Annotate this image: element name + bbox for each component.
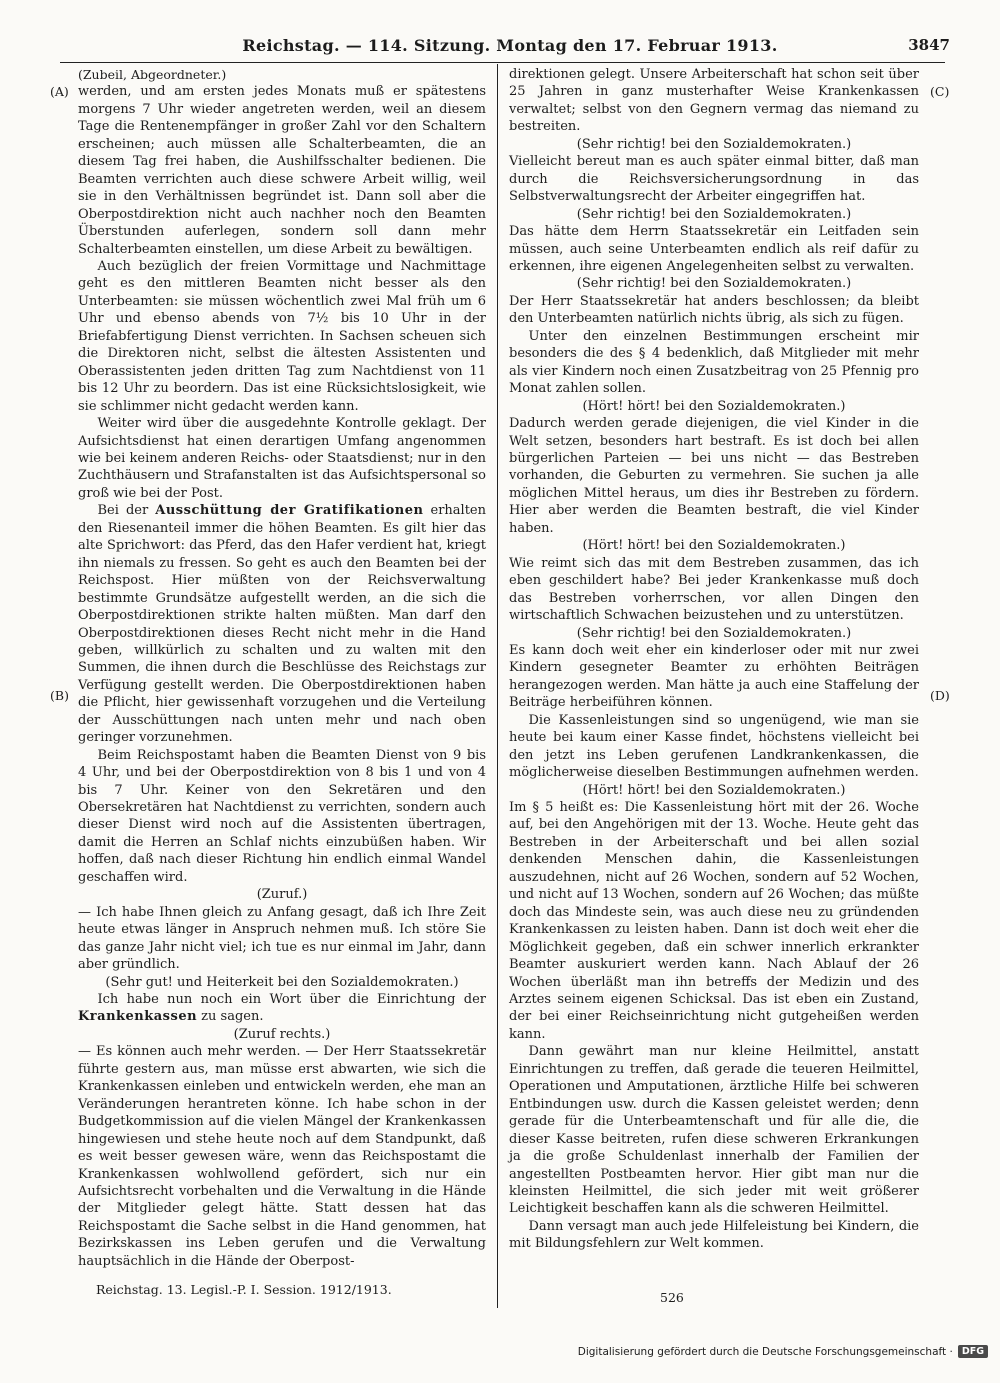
paragraph [78, 502, 486, 746]
sheet-number: 526 [660, 1290, 684, 1305]
paragraph: Dann versagt man auch jede Hilfeleistung bei Kindern, die mit Bildungsfehlern zur Welt kommen. [509, 1218, 919, 1252]
paragraph: direktionen gelegt. Unsere Arbeiterschaft hat schon seit über 25 Jahren in ganz musterhafter Weise Krankenkassen verwaltet; selbst von den Gegnern vermag das niemand zu bestreiten. [509, 67, 919, 135]
paragraph: Im § 5 heißt es: Die Kassenleistung hört mit der 26. Woche auf, bei den Angehörigen mit der 13. Woche. Heute geht das Bestreben in der Arbeiterschaft und bei allen sozial denkenden Menschen dahin, die Kassenleistungen auszudehnen, nicht auf 26 Wochen, sondern auf 52 Wochen, und nicht auf 13 Wochen, sondern auf 26 Wochen; das müßte doch das Mindeste sein, was auch diese neu zu gründenden Krankenkassen zu leisten haben. Dann ist doch weit eher die Möglichkeit gegeben, daß ein schwer innerlich erkrankter Beamter auskuriert werden kann. Nach Ablauf der 26 Wochen überläßt man ihn betreffs der Medizin und des Arztes seinem eigenen Schicksal. Das ist eben ein Zustand, der bei einer Reichseinrichtung nicht gutgeheißen werden kann. [509, 800, 919, 1042]
speaker-label: (Zubeil, Abgeordneter.) [78, 67, 227, 82]
margin-mark-d: (D) [930, 688, 950, 703]
paragraph: Vielleicht bereut man es auch später einmal bitter, daß man durch die Reichsversicherungsordnung in das Selbstverwaltungsrecht der Arbeiter eingegriffen hat. [509, 154, 919, 205]
paragraph: Auch bezüglich der freien Vormittage und Nachmittage geht es den mittleren Beamten nicht besser als den Unterbeamten: sie müssen wöchentlich zwei Mal früh um 6 Uhr und ebenso abends von 7½ bis 10 Uhr in der Briefabfertigung Dienst verrichten. In Sachsen scheuen sich die Direktoren nicht, selbst die ältesten Assistenten und Oberassistenten jeden dritten Tag zum Nachtdienst von 11 bis 12 Uhr zu beordern. Das ist eine Rücksichtslosigkeit, wie sie schlimmer nicht gedacht werden kann. [78, 258, 486, 414]
right-column [509, 66, 919, 1253]
margin-mark-c: (C) [930, 84, 950, 99]
margin-mark-a: (A) [50, 84, 69, 99]
paragraph: Dadurch werden gerade diejenigen, die viel Kinder in die Welt setzen, besonders hart bestraft. Es ist doch bei allen bürgerlichen Parteien — bei uns nicht — das Bestreben vorhanden, die Geburten zu vermehren. Sie suchen ja alle möglichen Mittel heraus, um dies ihr Bestreben zu fördern. Hier aber werden die Beamten bestraft, die viel Kinder haben. [509, 416, 919, 536]
paragraph: Wie reimt sich das mit dem Bestreben zusammen, das ich eben geschildert habe? Bei jeder Krankenkasse muß doch das Bestreben vorherrschen, vor allen Dingen den wirtschaftlich Schwachen beizustehen und zu unterstützen. [509, 555, 919, 624]
text-run: Ich habe nun noch ein Wort über die Einrichtung der [97, 992, 486, 1008]
column-divider [497, 64, 498, 1308]
dfg-credit-text: Digitalisierung gefördert durch die Deutsche Forschungsgemeinschaft · [577, 1345, 953, 1358]
margin-mark-b: (B) [50, 688, 69, 703]
interjection: (Zuruf.) [256, 887, 308, 903]
emphasis-heading: Krankenkassen [78, 1009, 198, 1025]
interjection: (Sehr richtig! bei den Sozialdemokraten.) [576, 136, 852, 152]
session-footer: Reichstag. 13. Legisl.-P. I. Session. 1912/1913. [96, 1282, 392, 1297]
emphasis-heading: Ausschüttung der Gratifikationen [155, 503, 424, 519]
page-header [60, 36, 960, 60]
text-run: Bei der [97, 503, 156, 519]
interjection: (Hört! hört! bei den Sozialdemokraten.) [582, 782, 846, 798]
paragraph: Beim Reichspostamt haben die Beamten Dienst von 9 bis 4 Uhr, und bei der Oberpostdirektion von 8 bis 1 und von 4 bis 7 Uhr. Keiner von den Sekretären und den Obersekretären hat Nachtdienst zu verrichten, sondern auch dieser Dienst wird noch auf die Assistenten übertragen, damit die Herren an Schlaf nichts einzubüßen haben. Wir hoffen, daß nach dieser Richtung hin endlich einmal Wandel geschaffen wird. [78, 747, 486, 885]
paragraph: Die Kassenleistungen sind so ungenügend, wie man sie heute bei kaum einer Kasse findet, höchstens vielleicht bei den jetzt ins Leben gerufenen Landkrankenkassen, die möglicherweise dieselben Bestimmungen aufnehmen werden. [509, 712, 919, 781]
dfg-logo: DFG [958, 1345, 988, 1358]
text-run: erhalten den Riesenanteil immer die höhen Beamten. Es gilt hier das alte Sprichwort: das Pferd, das den Hafer verdient hat, kriegt ihn niemals zu fressen. So geht es auch den Beamten bei der Reichspost. Hier müßten von der Reichsverwaltung bestimmte Grundsätze aufgestellt werden, an die sich die Oberpostdirektionen strikte halten müßten. Man darf den Oberpostdirektionen dieses Recht nicht mehr in die Hand geben, willkürlich zu schalten und zu walten mit den Summen, die ihnen durch die Beschlüsse des Reichstags zur Verfügung gestellt werden. Die Oberpostdirektionen haben die Pflicht, hier gewissenhaft vorzugehen und die Verteilung der Ausschüttungen nach unten mehr und nach oben geringer vorzunehmen. [78, 503, 486, 746]
interjection: (Sehr richtig! bei den Sozialdemokraten.) [576, 625, 852, 641]
running-title: Reichstag. — 114. Sitzung. Montag den 17. Februar 1913. [242, 36, 778, 55]
paragraph: werden, und am ersten jedes Monats muß er spätestens morgens 7 Uhr wieder angetreten werden, weil an diesem Tage die Rentenempfänger in großer Zahl vor den Schaltern erscheinen; auch müssen alle Schalterbeamten, die an diesem Tag frei haben, die Aushilfsschalter bedienen. Die Beamten verrichten auch diese schwere Arbeit willig, weil sie in den Verhältnissen begründet ist. Dann soll aber die Oberpostdirektion nicht auch nachher noch den Beamten Überstunden auferlegen, sondern soll dann mehr Schalterbeamten einstellen, um diese Arbeit zu bewältigen. [78, 84, 486, 257]
dfg-credit [578, 1345, 988, 1358]
paragraph: Weiter wird über die ausgedehnte Kontrolle geklagt. Der Aufsichtsdienst hat einen derartigen Umfang angenommen wie bei keinem anderen Reichs- oder Staatsdienst; nur in den Zuchthäusern und Strafanstalten ist das Aufsichtspersonal so groß wie bei der Post. [78, 416, 486, 501]
interjection: (Sehr gut! und Heiterkeit bei den Sozialdemokraten.) [105, 974, 459, 990]
interjection: (Sehr richtig! bei den Sozialdemokraten.) [576, 206, 852, 222]
interjection: (Zuruf rechts.) [233, 1026, 331, 1042]
paragraph [78, 991, 486, 1026]
paragraph: Der Herr Staatssekretär hat anders beschlossen; da bleibt den Unterbeamten natürlich nichts übrig, als sich zu fügen. [509, 293, 919, 327]
page-number: 3847 [908, 36, 950, 54]
paragraph: — Es können auch mehr werden. — Der Herr Staatssekretär führte gestern aus, man müsse erst abwarten, wie sich die Krankenkassen einleben und entwickeln werden, ehe man an Veränderungen herantreten könne. Ich habe schon in der Budgetkommission auf die vielen Mängel der Krankenkassen hingewiesen und stehe heute noch auf dem Standpunkt, daß es weit besser gewesen wäre, wenn das Reichspostamt die Krankenkassen wohlwollend gefördert, sich nur ein Aufsichtsrecht vorbehalten und die Verwaltung in die Hände der Mitglieder gelegt hätte. Statt dessen hat das Reichspostamt die Sache selbst in die Hand genommen, hat Bezirkskassen ins Leben gerufen und die Verwaltung hauptsächlich in die Hände der Oberpost- [78, 1044, 486, 1269]
header-rule [60, 62, 945, 63]
interjection: (Hört! hört! bei den Sozialdemokraten.) [582, 538, 846, 554]
paragraph: Dann gewährt man nur kleine Heilmittel, anstatt Einrichtungen zu treffen, daß gerade die teueren Heilmittel, Operationen und Amputationen, ärztliche Hilfe bei schweren Entbindungen usw. durch die Kassen geleistet werden; denn gerade für die Unterbeamtenschaft und für alle die, die dieser Kasse beitreten, rufen diese schweren Erkrankungen ja die große Schuldenlast innerhalb der Familien der angestellten Postbeamten hervor. Hier gibt man nur die kleinsten Heilmittel, die sich jeder mit weit größerer Leichtigkeit beschaffen kann als die schweren Heilmittel. [509, 1044, 919, 1217]
left-column [78, 66, 486, 1270]
paragraph: — Ich habe Ihnen gleich zu Anfang gesagt, daß ich Ihre Zeit heute etwas länger in Anspruch nehmen muß. Ich störe Sie das ganze Jahr nicht viel; ich tue es nur einmal im Jahr, dann aber gründlich. [78, 904, 486, 973]
interjection: (Sehr richtig! bei den Sozialdemokraten.) [576, 276, 852, 292]
interjection: (Hört! hört! bei den Sozialdemokraten.) [582, 398, 846, 414]
paragraph: Es kann doch weit eher ein kinderloser oder mit nur zwei Kindern gesegneter Beamter zu erhöhten Beiträgen herangezogen werden. Man hätte ja auch eine Staffelung der Beiträge herbeiführen können. [509, 642, 919, 711]
text-run: zu sagen. [197, 1009, 264, 1025]
paragraph: Das hätte dem Herrn Staatssekretär ein Leitfaden sein müssen, auch seine Unterbeamten endlich als reif dafür zu erkennen, ihre eigenen Angelegenheiten selbst zu verwalten. [509, 224, 919, 274]
paragraph: Unter den einzelnen Bestimmungen erscheint mir besonders die des § 4 bedenklich, daß Mitglieder mit mehr als vier Kindern noch einen Zusatzbeitrag von 25 Pfennig pro Monat zahlen sollen. [509, 328, 919, 397]
